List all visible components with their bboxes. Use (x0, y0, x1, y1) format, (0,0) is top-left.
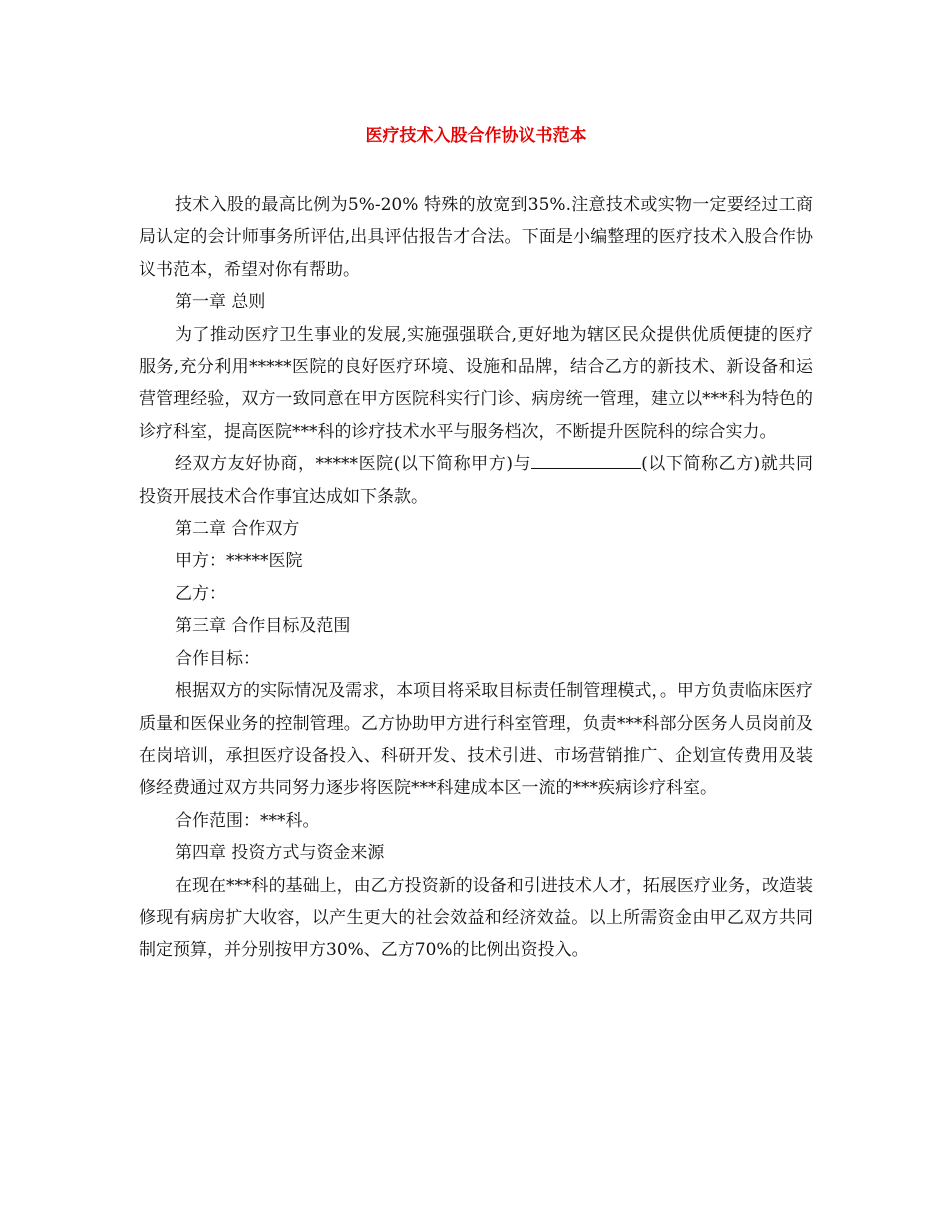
chapter-4-heading: 第四章 投资方式与资金来源 (175, 843, 385, 864)
party-b-blank-line (531, 450, 641, 469)
investment-paragraph: 在现在***科的基础上，由乙方投资新的设备和引进技术人才，拓展医疗业务，改造装修现有病房扩大收容，以产生更大的社会效益和经济效益。以上所需资金由甲乙双方共同制定预算，并分别按甲方30%、乙方70%的比例出资投入。 (139, 875, 813, 961)
cooperation-goal-paragraph: 根据双方的实际情况及需求，本项目将采取目标责任制管理模式，。甲方负责临床医疗质量和医保业务的控制管理。乙方协助甲方进行科室管理，负责***科部分医务人员岗前及在岗培训，承担医疗设备投入、科研开发、技术引进、市场营销推广、企划宣传费用及装修经费通过双方共同努力逐步将医院***科建成本区一流的***疾病诊疗科室。 (139, 681, 813, 799)
cooperation-goal-label: 合作目标： (175, 648, 260, 669)
chapter-3-heading: 第三章 合作目标及范围 (175, 616, 351, 637)
negotiation-paragraph (139, 448, 813, 513)
document-body (139, 189, 813, 967)
document-title: 医疗技术入股合作协议书范本 (365, 126, 587, 146)
cooperation-scope-line: 合作范围：***科。 (175, 810, 320, 831)
party-a-line: 甲方：*****医院 (175, 551, 303, 572)
intro-paragraph: 技术入股的最高比例为5%-20% 特殊的放宽到35%.注意技术或实物一定要经过工商局认定的会计师事务所评估,出具评估报告才合法。下面是小编整理的医疗技术入股合作协议书范本，希望对你有帮助。 (139, 195, 813, 280)
party-b-line: 乙方： (175, 583, 226, 604)
negotiation-text-start: 经双方友好协商，*****医院(以下简称甲方)与 (175, 454, 532, 475)
chapter-1-heading: 第一章 总则 (175, 292, 266, 313)
chapter-2-heading: 第二章 合作双方 (175, 519, 300, 540)
negotiation-text-end: (以下简称乙方)就共同投资开展技术合作事宜达成如下条款。 (139, 454, 813, 507)
chapter-1-paragraph: 为了推动医疗卫生事业的发展,实施强强联合,更好地为辖区民众提供优质便捷的医疗服务,充分利用*****医院的良好医疗环境、设施和品牌，结合乙方的新技术、新设备和运营管理经验，双方一致同意在甲方医院科实行门诊、病房统一管理，建立以***科为特色的诊疗科室，提高医院***科的诊疗技术水平与服务档次，不断提升医院科的综合实力。 (139, 324, 813, 442)
